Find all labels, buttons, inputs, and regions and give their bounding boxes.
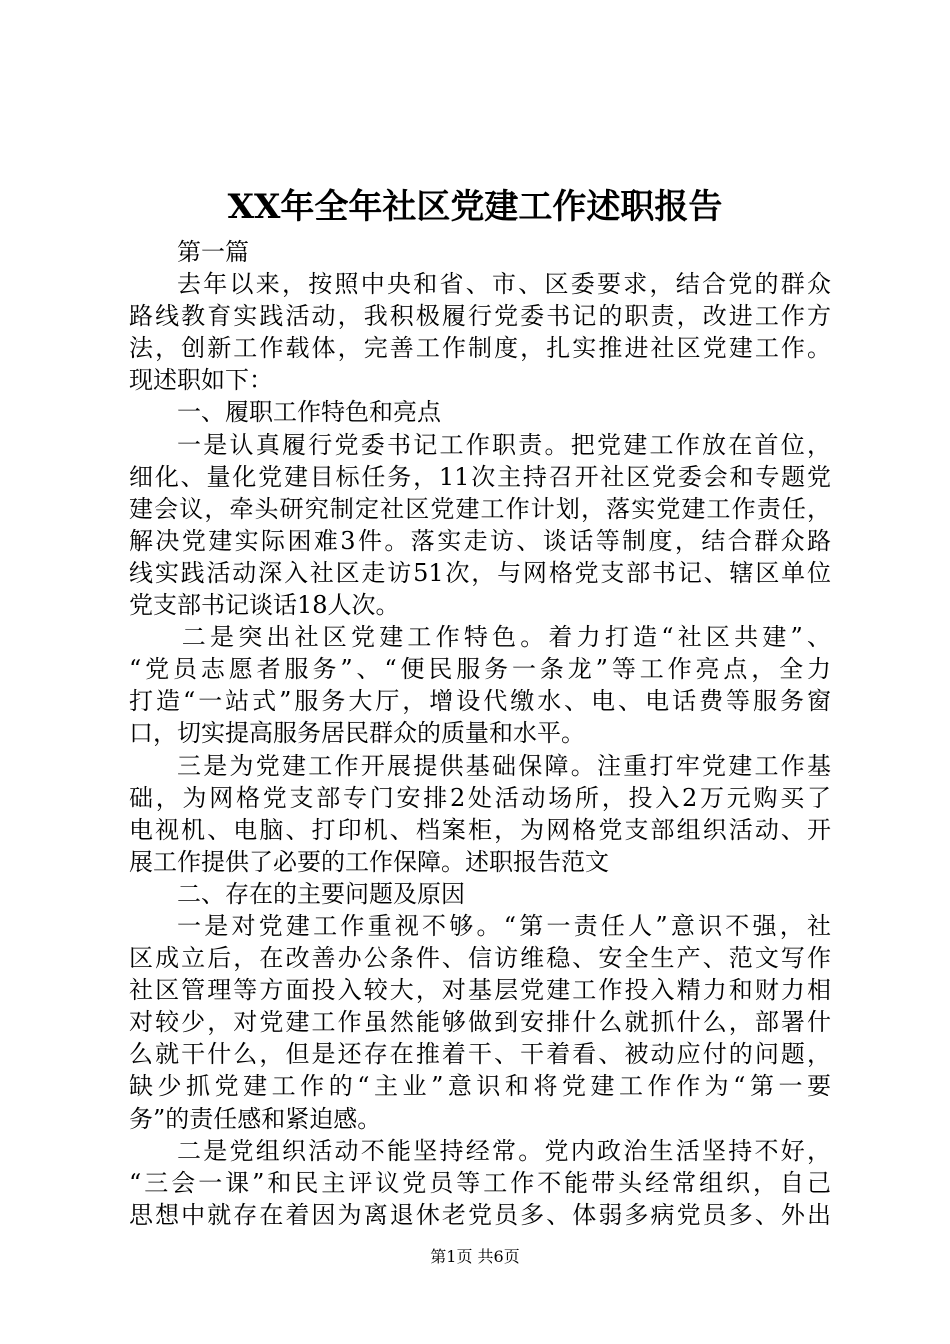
body-line: 口，切实提高服务居民群众的质量和水平。 (129, 719, 585, 748)
body-line: 打造“一站式”服务大厅，增设代缴水、电、电话费等服务窗 (129, 687, 831, 716)
body-line: 础，为网格党支部专门安排2处活动场所，投入2万元购买了 (129, 783, 831, 812)
body-line: 展工作提供了必要的工作保障。述职报告范文 (129, 847, 609, 876)
body-line: 二是党组织活动不能坚持经常。党内政治生活坚持不好， (177, 1136, 831, 1165)
body-line: 务”的责任感和紧迫感。 (129, 1104, 382, 1133)
body-line: 思想中就存在着因为离退休老党员多、体弱多病党员多、外出 (129, 1200, 831, 1229)
body-line: “三会一课”和民主评议党员等工作不能带头经常组织，自己 (129, 1168, 831, 1197)
body-line: 法，创新工作载体，完善工作制度，扎实推进社区党建工作。 (129, 334, 831, 363)
body-line: 一、履职工作特色和亮点 (177, 398, 441, 427)
document-body (129, 236, 831, 1231)
body-line: 么就干什么，但是还存在推着干、干着看、被动应付的问题， (129, 1040, 831, 1069)
body-line: 三是为党建工作开展提供基础保障。注重打牢党建工作基 (177, 751, 831, 780)
body-line: 二、存在的主要问题及原因 (177, 879, 465, 908)
document-title: XX年全年社区党建工作述职报告 (227, 187, 723, 227)
body-line: 一是对党建工作重视不够。“第一责任人”意识不强，社 (177, 911, 831, 940)
body-line: 电视机、电脑、打印机、档案柜，为网格党支部组织活动、开 (129, 815, 831, 844)
body-line: 社区管理等方面投入较大，对基层党建工作投入精力和财力相 (129, 976, 831, 1005)
body-line: 二是突出社区党建工作特色。着力打造“社区共建”、 (181, 623, 831, 652)
body-line: 解决党建实际困难3件。落实走访、谈话等制度，结合群众路 (129, 526, 831, 555)
body-line: 一是认真履行党委书记工作职责。把党建工作放在首位， (177, 430, 831, 459)
body-line: 第一篇 (177, 238, 249, 266)
body-line: 缺少抓党建工作的“主业”意识和将党建工作作为“第一要 (129, 1072, 831, 1101)
body-line: 党支部书记谈话18人次。 (129, 591, 400, 620)
body-line: 对较少，对党建工作虽然能够做到安排什么就抓什么，部署什 (129, 1008, 831, 1037)
body-line: 细化、量化党建目标任务，11次主持召开社区党委会和专题党 (129, 462, 831, 491)
body-line: “党员志愿者服务”、“便民服务一条龙”等工作亮点，全力 (129, 655, 831, 684)
page-footer: 第1页 共6页 (430, 1247, 520, 1266)
body-line: 去年以来，按照中央和省、市、区委要求，结合党的群众 (177, 270, 831, 299)
body-line: 区成立后，在改善办公条件、信访维稳、安全生产、范文写作 (129, 944, 831, 973)
body-line: 路线教育实践活动，我积极履行党委书记的职责，改进工作方 (129, 302, 831, 331)
body-line: 线实践活动深入社区走访51次，与网格党支部书记、辖区单位 (129, 558, 831, 587)
body-line: 现述职如下： (129, 366, 273, 395)
body-line: 建会议，牵头研究制定社区党建工作计划，落实党建工作责任， (129, 494, 831, 523)
